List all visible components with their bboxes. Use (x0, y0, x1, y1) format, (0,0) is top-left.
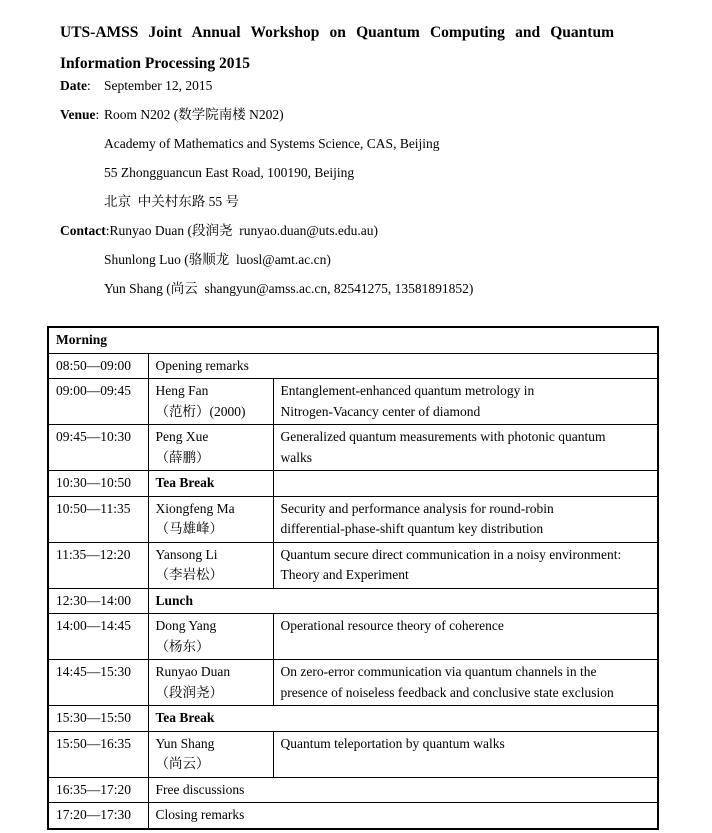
info-value: 北京 中关村东路 55 号 (104, 194, 239, 209)
time-cell (48, 614, 148, 660)
talk-title-cell (273, 496, 658, 542)
cell-text: Heng Fan (155, 383, 209, 398)
cell-text: 15:50—16:35 (56, 735, 132, 751)
cell-text: Yun Shang (155, 735, 215, 751)
talk-title-cell (273, 614, 658, 660)
cell-text: （尚云） (155, 756, 210, 771)
cell-text: 09:00—09:45 (56, 383, 132, 398)
time-cell (48, 496, 148, 542)
talk-title-cell (273, 425, 658, 471)
empty-cell (273, 471, 658, 497)
speaker-cell (148, 379, 273, 425)
schedule-row (48, 496, 658, 542)
cell-text: Dong Yang (155, 618, 217, 633)
cell-text: Generalized quantum measurements with photonic quantum (280, 429, 606, 444)
cell-text: （马雄峰） (155, 521, 223, 536)
cell-text: Nitrogen-Vacancy center of diamond (280, 403, 481, 419)
info-line-continuation (60, 129, 672, 158)
cell-text: Xiongfeng Ma (155, 500, 235, 516)
schedule-row (48, 542, 658, 588)
page-title-line1: UTS-AMSS Joint Annual Workshop on Quantum Computing and Quantum (60, 24, 614, 41)
cell-text: Quantum secure direct communication in a noisy environment: (280, 546, 622, 562)
event-cell (148, 471, 273, 497)
cell-text: Quantum teleportation by quantum walks (280, 735, 505, 751)
cell-text: On zero-error communication via quantum channels in the (280, 664, 597, 679)
event-info (60, 71, 672, 303)
info-line-continuation (60, 187, 672, 216)
info-line-continuation (60, 274, 672, 303)
info-label-text: Venue (60, 107, 96, 122)
info-label (60, 100, 104, 129)
cell-text: Morning (56, 332, 108, 347)
cell-text: 17:20—17:30 (56, 807, 132, 822)
info-value: Room N202 (数学院南楼 N202) (104, 107, 284, 122)
cell-text: 08:50—09:00 (56, 357, 132, 373)
schedule-row (48, 425, 658, 471)
cell-text: Tea Break (155, 710, 215, 725)
event-cell (148, 777, 658, 803)
info-value: Shunlong Luo (骆顺龙 luosl@amt.ac.cn) (104, 252, 331, 267)
info-label-text: Date (60, 78, 87, 93)
cell-text: 10:50—11:35 (56, 500, 131, 516)
schedule-row (48, 588, 658, 614)
schedule-table (47, 326, 659, 830)
schedule-row (48, 731, 658, 777)
info-value: Academy of Mathematics and Systems Science, CAS, Beijing (104, 136, 440, 151)
info-label-colon: : (95, 107, 100, 122)
talk-title-cell (273, 660, 658, 706)
speaker-cell (148, 542, 273, 588)
cell-text: 12:30—14:00 (56, 592, 132, 608)
cell-text: Entanglement-enhanced quantum metrology in (280, 383, 535, 398)
cell-text: Opening remarks (155, 357, 249, 373)
time-cell (48, 425, 148, 471)
schedule-row (48, 803, 658, 829)
cell-text: Lunch (155, 592, 194, 608)
speaker-cell (148, 660, 273, 706)
cell-text: 14:45—15:30 (56, 664, 132, 679)
cell-text: Security and performance analysis for round-robin (280, 500, 554, 516)
info-value: September 12, 2015 (104, 78, 213, 93)
time-cell (48, 803, 148, 829)
speaker-cell (148, 731, 273, 777)
cell-text: 15:30—15:50 (56, 710, 132, 725)
cell-text: differential-phase-shift quantum key distribution (280, 521, 544, 536)
talk-title-cell (273, 542, 658, 588)
schedule-row (48, 777, 658, 803)
cell-text: walks (280, 449, 312, 465)
page-title (60, 17, 614, 79)
cell-text: presence of noiseless feedback and conclusive state exclusion (280, 684, 614, 700)
time-cell (48, 731, 148, 777)
page-title-line2: Information Processing 2015 (60, 55, 251, 72)
cell-text: 09:45—10:30 (56, 429, 132, 444)
schedule-row (48, 471, 658, 497)
time-cell (48, 660, 148, 706)
info-label-colon: : (105, 223, 110, 238)
time-cell (48, 706, 148, 732)
cell-text: Runyao Duan (155, 664, 231, 679)
cell-text: （杨东） (155, 638, 210, 654)
cell-text: （范桁）(2000) (155, 403, 246, 419)
event-cell (148, 588, 658, 614)
schedule-row (48, 660, 658, 706)
cell-text: 11:35—12:20 (56, 546, 131, 562)
info-line-venue (60, 100, 672, 129)
info-label (60, 216, 110, 245)
cell-text: Free discussions (155, 781, 245, 797)
cell-text: Tea Break (155, 475, 215, 490)
speaker-cell (148, 496, 273, 542)
info-line-continuation (60, 158, 672, 187)
cell-text: Operational resource theory of coherence (280, 618, 504, 633)
info-line-contact (60, 216, 672, 245)
event-cell (148, 706, 658, 732)
info-line-continuation (60, 245, 672, 274)
cell-text: Peng Xue (155, 429, 209, 444)
time-cell (48, 777, 148, 803)
info-value: 55 Zhongguancun East Road, 100190, Beijing (104, 165, 355, 180)
section-cell (48, 327, 658, 353)
time-cell (48, 588, 148, 614)
info-value: Runyao Duan (段润尧 runyao.duan@uts.edu.au) (109, 223, 379, 238)
talk-title-cell (273, 731, 658, 777)
cell-text: 16:35—17:20 (56, 781, 132, 797)
talk-title-cell (273, 379, 658, 425)
cell-text: Closing remarks (155, 807, 245, 822)
info-value: Yun Shang (尚云 shangyun@amss.ac.cn, 82541275, 13581891852) (104, 281, 474, 296)
info-label-colon: : (87, 78, 91, 93)
cell-text: （李岩松） (155, 567, 223, 582)
event-cell (148, 803, 658, 829)
schedule-row (48, 327, 658, 353)
schedule-row (48, 614, 658, 660)
cell-text: （段润尧） (155, 684, 223, 700)
info-label-text: Contact (60, 223, 106, 238)
schedule-row (48, 353, 658, 379)
speaker-cell (148, 614, 273, 660)
time-cell (48, 471, 148, 497)
cell-text: 10:30—10:50 (56, 475, 132, 490)
info-label (60, 71, 104, 100)
cell-text: 14:00—14:45 (56, 618, 132, 633)
speaker-cell (148, 425, 273, 471)
info-line-date (60, 71, 672, 100)
schedule-row (48, 379, 658, 425)
cell-text: Theory and Experiment (280, 567, 409, 582)
schedule-row (48, 706, 658, 732)
time-cell (48, 353, 148, 379)
cell-text: Yansong Li (155, 546, 218, 562)
time-cell (48, 542, 148, 588)
time-cell (48, 379, 148, 425)
cell-text: （薛鹏） (155, 449, 210, 465)
event-cell (148, 353, 658, 379)
